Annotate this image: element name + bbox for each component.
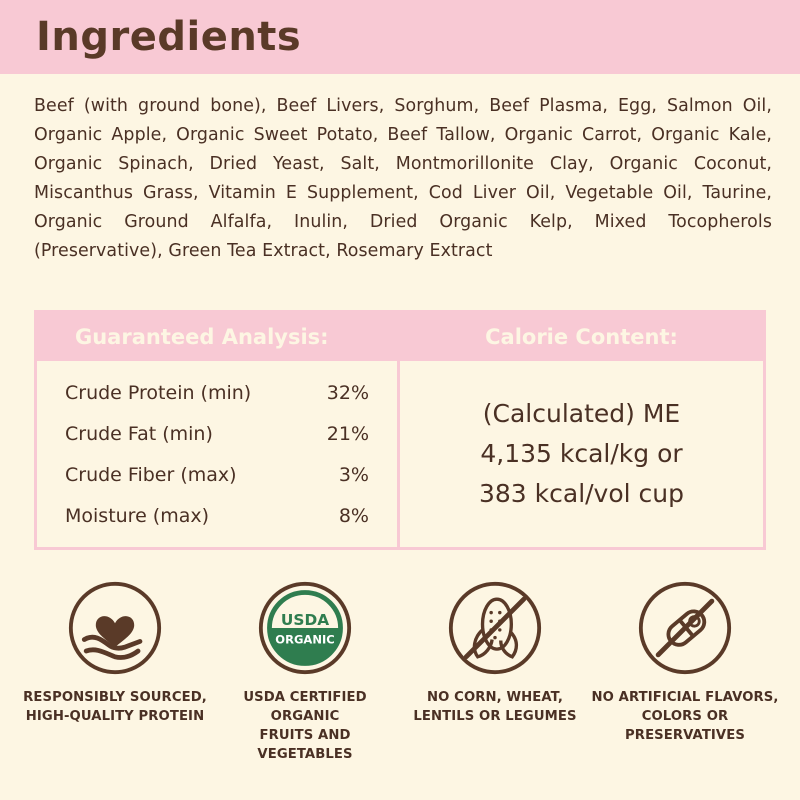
usda-organic-seal-icon: [257, 580, 353, 676]
badge-caption-line-1: USDA CERTIFIED ORGANIC: [243, 690, 367, 724]
badge-caption-line-1: NO CORN, WHEAT,: [427, 690, 563, 705]
table-row: [65, 455, 369, 496]
badge-usda-organic: [210, 580, 400, 764]
badge-caption: [210, 688, 400, 764]
badge-caption: [590, 688, 780, 745]
calorie-content-value: [400, 361, 763, 547]
badge-caption-line-1: RESPONSIBLY SOURCED,: [23, 690, 207, 705]
badge-no-corn: [400, 580, 590, 764]
usda-seal-bottom-text: ORGANIC: [275, 632, 335, 647]
table-row: [65, 373, 369, 414]
badge-row: [20, 580, 780, 764]
no-artificial-additives-icon: [637, 580, 733, 676]
badge-no-artificial-additives: [590, 580, 780, 764]
no-corn-icon: [447, 580, 543, 676]
usda-seal-top-text: USDA: [280, 611, 330, 630]
hand-heart-icon: [67, 580, 163, 676]
analysis-block: [34, 310, 766, 550]
guaranteed-analysis-heading: Guaranteed Analysis:: [37, 313, 400, 361]
badge-caption-line-2: LENTILS OR LEGUMES: [413, 709, 577, 724]
nutrient-label: Crude Protein (min): [65, 382, 252, 404]
badge-caption-line-2: COLORS OR PRESERVATIVES: [625, 709, 745, 743]
analysis-header-row: [37, 313, 763, 361]
nutrient-label: Crude Fat (min): [65, 423, 213, 445]
nutrient-label: Moisture (max): [65, 505, 210, 527]
badge-responsibly-sourced: [20, 580, 210, 764]
badge-caption-line-2: HIGH-QUALITY PROTEIN: [25, 709, 205, 724]
badge-caption-line-2: FRUITS AND VEGETABLES: [257, 728, 353, 762]
guaranteed-analysis-table: [37, 361, 400, 547]
ingredients-paragraph: Beef (with ground bone), Beef Livers, Sorghum, Beef Plasma, Egg, Salmon Oil, Organic Apple, Organic Sweet Potato, Beef Tallow, Organic Carrot, Organic Kale, Organic Spinach, Dried Yeast, Salt, Montmorillonite Clay, Organic Coconut, Miscanthus Grass, Vitamin E Supplement, Cod Liver Oil, Vegetable Oil, Taurine, Organic Ground Alfalfa, Inulin, Dried Organic Kelp, Mixed Tocopherols (Preservative), Green Tea Extract, Rosemary Extract: [34, 96, 772, 261]
nutrient-value: 8%: [338, 505, 369, 527]
table-row: [65, 496, 369, 537]
table-row: [65, 414, 369, 455]
badge-caption: [413, 688, 576, 726]
calorie-line-3: 383 kcal/vol cup: [478, 479, 685, 508]
page-title: Ingredients: [36, 14, 302, 60]
calorie-content-heading: Calorie Content:: [400, 313, 763, 361]
nutrient-label: Crude Fiber (max): [65, 464, 237, 486]
calorie-line-1: (Calculated) ME: [482, 399, 681, 428]
badge-caption-line-1: NO ARTIFICIAL FLAVORS,: [591, 690, 779, 705]
analysis-body: [37, 361, 763, 547]
nutrient-value: 32%: [326, 382, 369, 404]
nutrient-value: 3%: [338, 464, 369, 486]
calorie-line-2: 4,135 kcal/kg or: [480, 439, 683, 468]
nutrient-value: 21%: [326, 423, 369, 445]
badge-caption: [23, 688, 207, 726]
